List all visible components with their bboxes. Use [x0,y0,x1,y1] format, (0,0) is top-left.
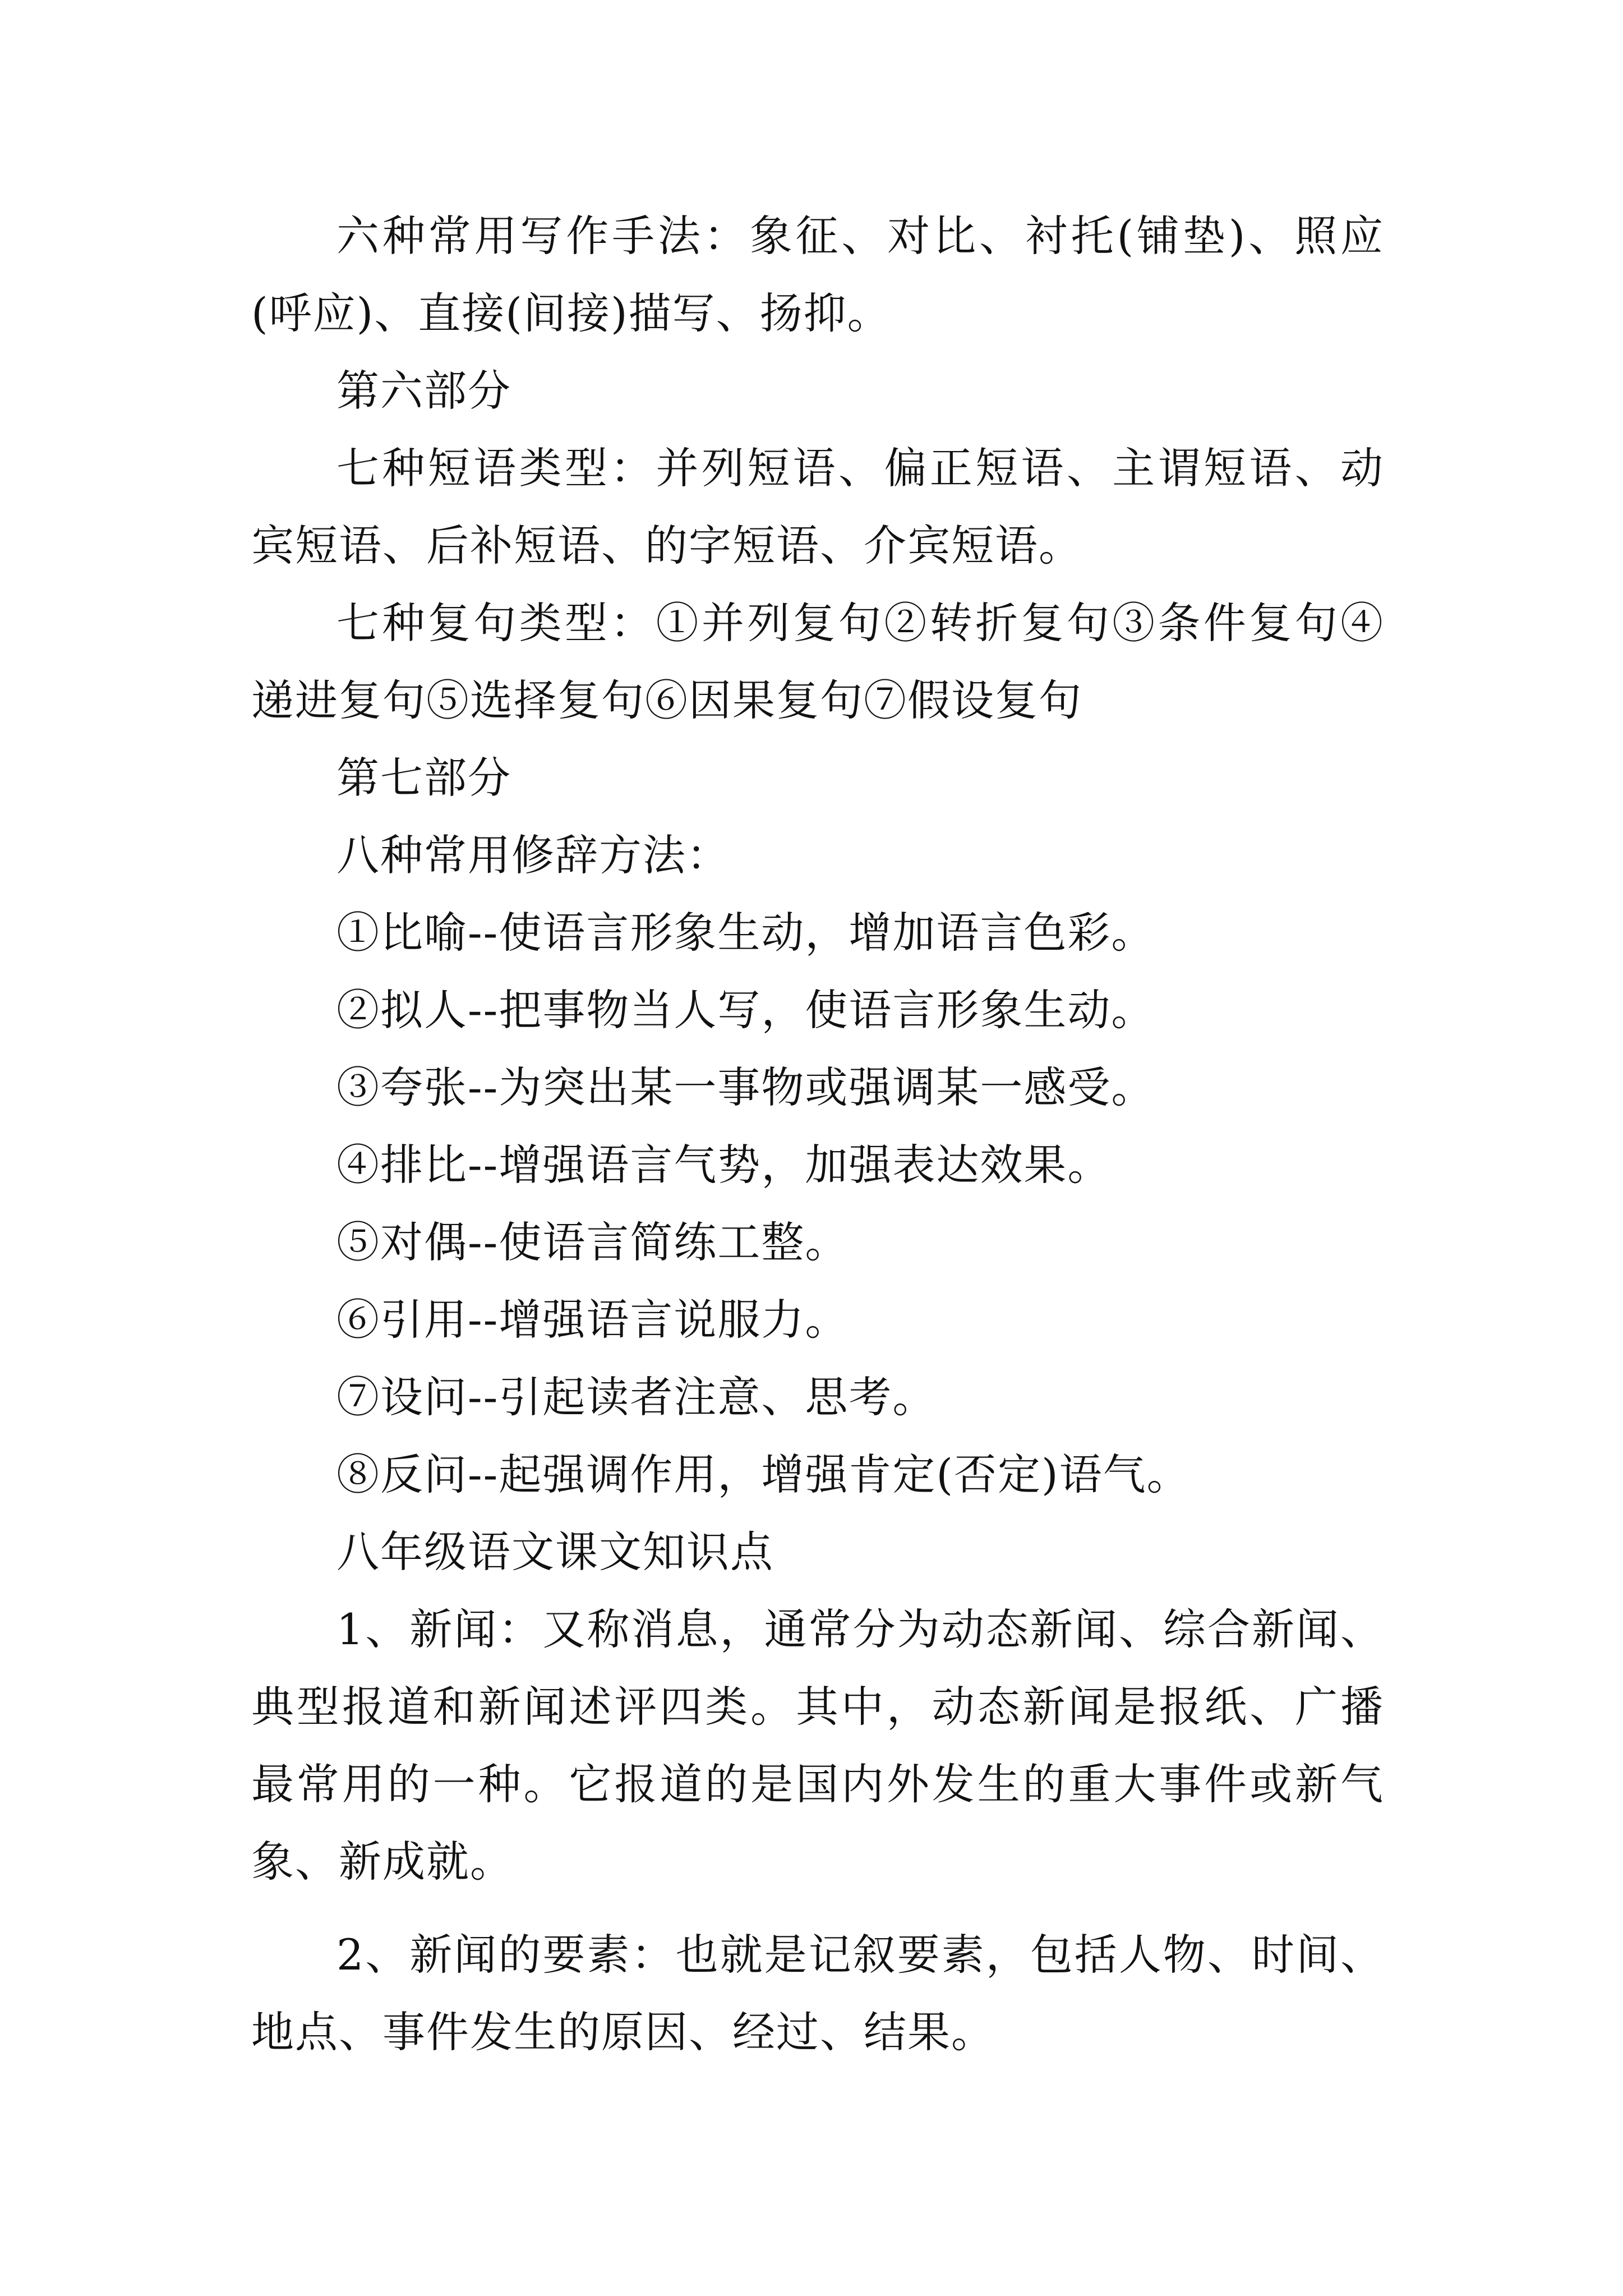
paragraph-writing-techniques: 六种常用写作手法：象征、对比、衬托(铺垫)、照应(呼应)、直接(间接)描写、扬抑。 [251,211,1384,338]
paragraph-spacer [251,1901,1384,1916]
rhetoric-item-rhetorical-question: ⑧反问--起强调作用，增强肯定(否定)语气。 [336,1450,1191,1499]
rhetoric-item-antithesis: ⑤对偶--使语言简练工整。 [336,1217,849,1267]
rhetoric-item-hypophora: ⑦设问--引起读者注意、思考。 [336,1372,937,1422]
rhetoric-item-hyperbole: ③夸张--为突出某一事物或强调某一感受。 [336,1062,1155,1112]
rhetoric-item-metaphor: ①比喻--使语言形象生动，增加语言色彩。 [336,908,1155,958]
paragraph-news-definition: 1、新闻：又称消息，通常分为动态新闻、综合新闻、典型报道和新闻述评四类。其中，动态新闻是报纸、广播最常用的一种。它报道的是国内外发生的重大事件或新气象、新成就。 [251,1604,1384,1887]
document-page [251,197,1384,2071]
paragraph-complex-sentence-types: 七种复句类型：①并列复句②转折复句③条件复句④递进复句⑤选择复句⑥因果复句⑦假设复句 [251,598,1384,725]
rhetoric-item-parallelism: ④排比--增强语言气势，加强表达效果。 [336,1140,1112,1190]
paragraph-phrase-types: 七种短语类型：并列短语、偏正短语、主谓短语、动宾短语、后补短语、的字短语、介宾短语。 [251,443,1384,570]
section-heading-part-six: 第六部分 [336,366,511,416]
rhetoric-item-personification: ②拟人--把事物当人写，使语言形象生动。 [336,985,1155,1035]
rhetoric-item-quotation: ⑥引用--增强语言说服力。 [336,1295,849,1345]
section-heading-grade-eight: 八年级语文课文知识点 [336,1527,774,1577]
section-heading-part-seven: 第七部分 [336,753,511,803]
paragraph-news-elements: 2、新闻的要素：也就是记叙要素，包括人物、时间、地点、事件发生的原因、经过、结果。 [251,1930,1384,2057]
paragraph-rhetoric-intro: 八种常用修辞方法： [336,830,730,880]
